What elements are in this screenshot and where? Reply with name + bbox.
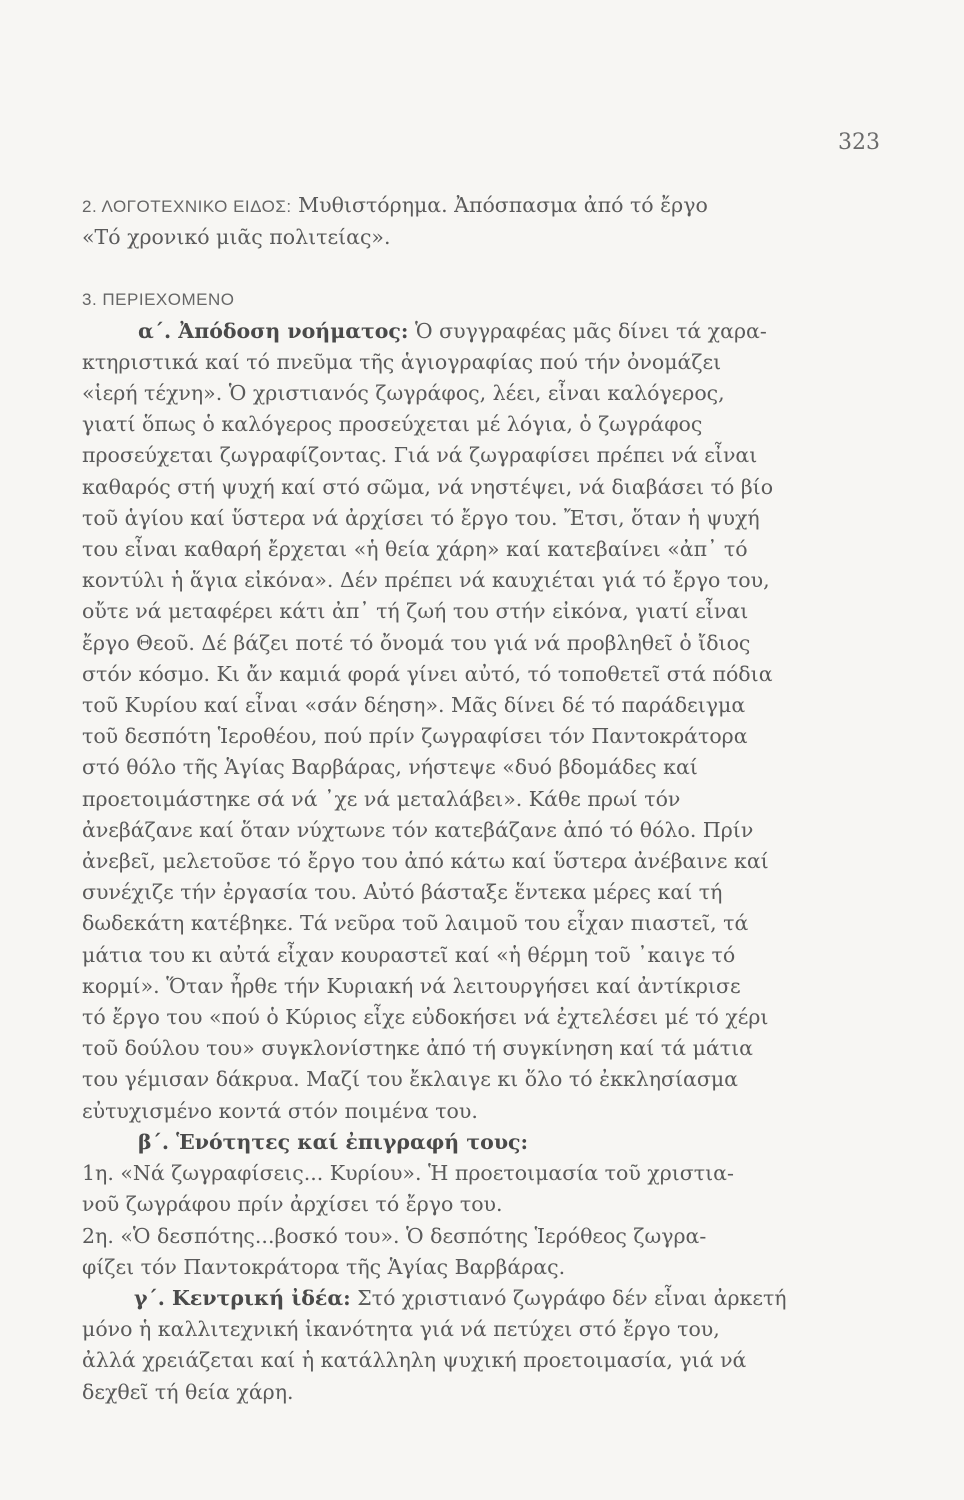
paragraph-line: τοῦ δούλου του» συγκλονίστηκε ἀπό τή συγκίνηση καί τά μάτια [82, 1036, 753, 1061]
paragraph-line: κοντύλι ἡ ἅγια εἰκόνα». Δέν πρέπει νά καυχιέται γιά τό ἔργο του, [82, 568, 770, 593]
paragraph-line: τοῦ δεσπότη Ἱεροθέου, πού πρίν ζωγραφίσει τόν Παντοκράτορα [82, 724, 748, 749]
paragraph-line: στό θόλο τῆς Ἁγίας Βαρβάρας, νήστεψε «δυό βδομάδες καί [82, 755, 698, 780]
paragraph-line: γιατί ὅπως ὁ καλόγερος προσεύχεται μέ λόγια, ὁ ζωγράφος [82, 412, 703, 437]
paragraph-line: ἀνεβεῖ, μελετοῦσε τό ἔργο του ἀπό κάτω καί ὕστερα ἀνέβαινε καί [82, 849, 769, 874]
paragraph-line: τό ἔργο του «πού ὁ Κύριος εἶχε εὐδοκήσει νά ἐχτελέσει μέ τό χέρι [82, 1005, 769, 1030]
unit-line: φίζει τόν Παντοκράτορα τῆς Ἁγίας Βαρβάρας. [82, 1254, 566, 1279]
paragraph-line: προετοιμάστηκε σά νά ᾽χε νά μεταλάβει». Κάθε πρωί τόν [82, 786, 681, 811]
paragraph-line: καθαρός στή ψυχή καί στό σῶμα, νά νηστέψει, νά διαβάσει τό βίο [82, 474, 774, 499]
paragraph-line: μάτια του κι αὐτά εἶχαν κουραστεῖ καί «ἡ θέρμη τοῦ ᾽καιγε τό [82, 942, 736, 967]
section-2-line-1 [82, 190, 882, 222]
paragraph-line: δεχθεῖ τή θεία χάρη. [82, 1379, 294, 1404]
part-b-label: β΄. Ἑνότητες καί ἐπιγραφή τους: [138, 1129, 529, 1154]
part-a-first-line [82, 316, 882, 347]
page-number: 323 [838, 130, 880, 155]
paragraph-line: τοῦ Κυρίου καί εἶναι «σάν δέηση». Μᾶς δίνει δέ τό παράδειγμα [82, 693, 746, 718]
paragraph-line: συνέχιζε τήν ἐργασία του. Αὐτό βάσταξε ἕντεκα μέρες καί τή [82, 880, 723, 905]
part-c-first-line [82, 1283, 882, 1314]
part-c-text: Στό χριστιανό ζωγράφο δέν εἶναι ἀρκετή [350, 1285, 787, 1310]
paragraph-line: του εἶναι καθαρή ἔρχεται «ἡ θεία χάρη» καί κατεβαίνει «ἀπ᾽ τό [82, 537, 748, 562]
paragraph-line: προσεύχεται ζωγραφίζοντας. Γιά νά ζωγραφίσει πρέπει νά εἶναι [82, 443, 758, 468]
part-c-label: γ΄. Κεντρική ἰδέα: [134, 1285, 351, 1310]
paragraph-line: μόνο ἡ καλλιτεχνική ἱκανότητα γιά νά πετύχει στό ἔργο του, [82, 1317, 720, 1342]
paragraph-line: εὐτυχισμένο κοντά στόν ποιμένα του. [82, 1098, 478, 1123]
section-2-heading: 2. ΛΟΓΟΤΕΧΝΙΚΟ ΕΙΔΟΣ: [82, 197, 292, 216]
unit-line: 1η. «Νά ζωγραφίσεις... Κυρίου». Ἡ προετοιμασία τοῦ χριστια- [82, 1161, 734, 1186]
section-2-line-2: «Τό χρονικό μιᾶς πολιτείας». [82, 225, 391, 250]
paragraph-line: του γέμισαν δάκρυα. Μαζί του ἔκλαιγε κι ὅλο τό ἐκκλησίασμα [82, 1067, 739, 1092]
unit-line: νοῦ ζωγράφου πρίν ἀρχίσει τό ἔργο του. [82, 1192, 503, 1217]
part-a-text: Ὁ συγγραφέας μᾶς δίνει τά χαρα- [408, 318, 767, 343]
page-content [82, 190, 882, 1408]
paragraph-line: ἔργο Θεοῦ. Δέ βάζει ποτέ τό ὄνομά του γιά νά προβληθεῖ ὁ ἴδιος [82, 630, 751, 655]
paragraph-line: τοῦ ἁγίου καί ὕστερα νά ἀρχίσει τό ἔργο του. Ἔτσι, ὅταν ἡ ψυχή [82, 505, 760, 530]
unit-line: 2η. «Ὁ δεσπότης...βοσκό του». Ὁ δεσπότης Ἱερόθεος ζωγρα- [82, 1223, 707, 1248]
section-3-heading: 3. ΠΕΡΙΕΧΟΜΕΝΟ [82, 290, 235, 310]
spacer [82, 253, 882, 284]
paragraph-line: οὔτε νά μεταφέρει κάτι ἀπ᾽ τή ζωή του στήν εἰκόνα, γιατί εἶναι [82, 599, 749, 624]
paragraph-line: κτηριστικά καί τό πνεῦμα τῆς ἁγιογραφίας πού τήν ὀνομάζει [82, 349, 722, 374]
paragraph-line: ἀλλά χρειάζεται καί ἡ κατάλληλη ψυχική προετοιμασία, γιά νά [82, 1348, 747, 1373]
paragraph-line: «ἱερή τέχνη». Ὁ χριστιανός ζωγράφος, λέει, εἶναι καλόγερος, [82, 381, 725, 406]
paragraph-line: δωδεκάτη κατέβηκε. Τά νεῦρα τοῦ λαιμοῦ του εἶχαν πιαστεῖ, τά [82, 911, 749, 936]
section-2-text: Μυθιστόρημα. Ἀπόσπασμα ἀπό τό ἔργο [291, 193, 708, 217]
paragraph-line: ἀνεβάζανε καί ὅταν νύχτωνε τόν κατεβάζανε ἀπό τό θόλο. Πρίν [82, 817, 754, 842]
paragraph-line: κορμί». Ὅταν ἦρθε τήν Κυριακή νά λειτουργήσει καί ἀντίκρισε [82, 973, 741, 998]
part-a-label: α΄. Ἀπόδοση νοήματος: [138, 318, 409, 343]
paragraph-line: στόν κόσμο. Κι ἄν καμιά φορά γίνει αὐτό, τό τοποθετεῖ στά πόδια [82, 661, 773, 686]
